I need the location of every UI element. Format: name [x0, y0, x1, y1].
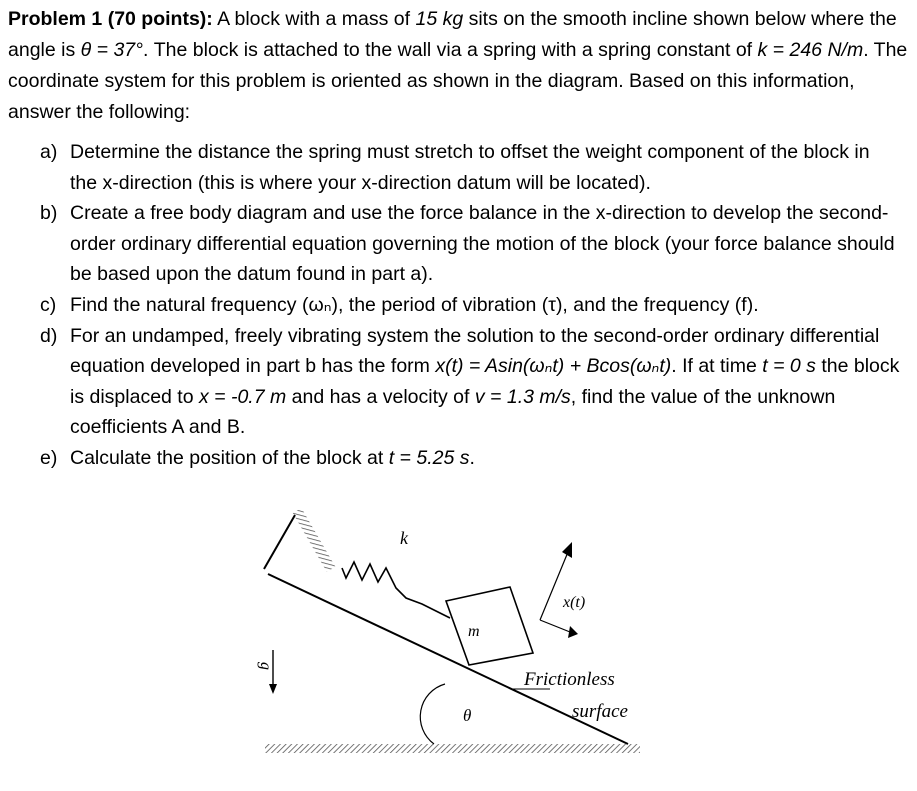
wall-surface: [264, 515, 295, 569]
part-d-text-3: the block is displaced to: [70, 355, 900, 408]
part-c-label: c): [40, 293, 57, 316]
surface-label-line-2: surface: [572, 701, 628, 722]
part-e-text: [70, 443, 900, 474]
gravity-arrow-head: [269, 684, 277, 694]
wall-hatching: [293, 508, 336, 572]
spring: [342, 562, 450, 618]
spring-label: k: [400, 528, 408, 548]
part-e-label: e): [40, 446, 58, 469]
question-parts: [40, 137, 900, 474]
angle-value: θ = 37°: [80, 39, 143, 61]
coordinate-label: x(t): [563, 594, 586, 611]
part-d: [40, 321, 900, 443]
part-a: [40, 137, 900, 198]
problem-text-1: A block with a mass of: [212, 8, 416, 30]
part-c-text: Find the natural frequency (ωₙ), the period of vibration (τ), and the frequency (f).: [70, 293, 759, 316]
mass-value: 15 kg: [415, 8, 464, 30]
problem-text-2: sits on the smooth incline shown below where the angle is: [8, 8, 897, 61]
surface-label-line-1: Frictionless: [524, 669, 615, 690]
part-a-text: Determine the distance the spring must stretch to offset the weight component of the block in the x-direction (this is where your x-direction datum will be located).: [70, 141, 870, 194]
coordinate-reference-arrow-head: [568, 626, 578, 638]
part-d-text: [70, 321, 900, 443]
target-time: t = 5.25 s: [388, 446, 470, 469]
problem-title: Problem 1 (70 points):: [8, 8, 213, 30]
part-d-text-4: and has a velocity of: [286, 385, 475, 408]
ground-hatching: [265, 744, 640, 753]
problem-text-3: . The block is attached to the wall via a spring with a spring constant of: [142, 39, 758, 61]
part-b: [40, 198, 900, 290]
initial-time: t = 0 s: [762, 355, 816, 378]
part-b-text: Create a free body diagram and use the force balance in the x-direction to develop the second-order ordinary differential equation governing the motion of the block (your force balance should be based upon the datum found in part a).: [70, 202, 895, 286]
mass-label: m: [468, 623, 480, 640]
part-e-text-2: .: [469, 446, 475, 469]
incline-diagram-svg: [250, 508, 670, 778]
problem-statement: [8, 4, 908, 128]
gravity-label: g: [257, 662, 274, 670]
part-d-text-1: For an undamped, freely vibrating system the solution to the second-order ordinary differential equation developed in part b has the form: [70, 324, 880, 378]
part-d-label: d): [40, 324, 58, 347]
part-e: [40, 443, 900, 474]
angle-arc: [420, 684, 445, 744]
block: [446, 587, 533, 665]
part-e-text-1: Calculate the position of the block at: [70, 446, 389, 469]
part-d-text-5: , find the value of the unknown coefficients A and B.: [70, 385, 836, 439]
part-d-text-2: . If at time: [671, 355, 763, 378]
problem-text-4: . The coordinate system for this problem is oriented as shown in the diagram. Based on this information, answer the following:: [8, 39, 908, 123]
coordinate-reference-line: [540, 620, 570, 632]
incline-diagram: [250, 508, 670, 778]
initial-velocity: v = 1.3 m/s: [474, 385, 571, 408]
part-c: [40, 290, 900, 321]
part-b-label: b): [40, 202, 58, 225]
spring-constant-value: k = 246 N/m: [757, 39, 864, 61]
solution-equation: x(t) = Asin(ωₙt) + Bcos(ωₙt): [435, 355, 672, 378]
part-a-label: a): [40, 141, 58, 163]
angle-label: θ: [463, 706, 472, 725]
initial-displacement: x = -0.7 m: [199, 385, 287, 408]
